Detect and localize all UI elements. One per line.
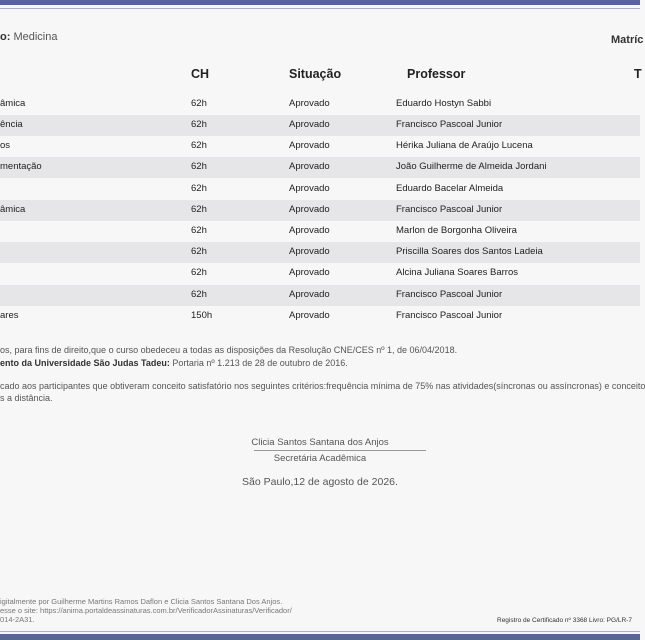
- status: Aprovado: [289, 204, 330, 215]
- status: Aprovado: [289, 246, 330, 257]
- bottom-border: [0, 634, 640, 640]
- status: Aprovado: [289, 140, 330, 151]
- discipline-name: âmica: [0, 98, 26, 109]
- professor-name: Francisco Pascoal Junior: [396, 119, 503, 130]
- workload: 62h: [191, 267, 207, 278]
- workload: 62h: [191, 140, 207, 151]
- professor-name: Francisco Pascoal Junior: [396, 289, 503, 300]
- note-criteria: cado aos participantes que obtiveram conceito satisfatório nos seguintes critérios:frequência mínima de 75% nas atividades(síncronas ou assíncronas) e conceito: [0, 381, 645, 391]
- workload: 62h: [191, 246, 207, 257]
- workload: 150h: [191, 310, 213, 321]
- note-resolution: os, para fins de direito,que o curso obedeceu a todas as disposições da Resolução CNE/CES nº 1, de 06/04/2018.: [0, 345, 458, 355]
- workload: 62h: [191, 225, 207, 236]
- footer-verify-url[interactable]: esse o site: https://anima.portaldeassinaturas.com.br/VerificadorAssinaturas/Verificador/: [0, 606, 292, 615]
- note-distance: s a distância.: [0, 393, 53, 403]
- table-row: [0, 242, 640, 263]
- workload: 62h: [191, 161, 207, 172]
- signatory-name: Clicia Santos Santana dos Anjos: [251, 437, 389, 448]
- place-date: São Paulo,12 de agosto de 2026.: [242, 476, 398, 488]
- professor-name: Priscilla Soares dos Santos Ladeia: [396, 246, 543, 257]
- note-credential-text: Portaria nº 1.213 de 28 de outubro de 2016.: [169, 358, 348, 368]
- status: Aprovado: [289, 267, 330, 278]
- workload: 62h: [191, 119, 207, 130]
- professor-name: Francisco Pascoal Junior: [396, 310, 503, 321]
- status: Aprovado: [289, 310, 330, 321]
- workload: 62h: [191, 183, 207, 194]
- course-label: o:: [0, 31, 11, 43]
- status: Aprovado: [289, 119, 330, 130]
- workload: 62h: [191, 98, 207, 109]
- signature-line: [254, 450, 426, 451]
- discipline-name: âmica: [0, 204, 26, 215]
- discipline-name: ares: [0, 310, 19, 321]
- footer-signed-by: igitalmente por Guilherme Martins Ramos Daflon e Clicia Santos Santana Dos Anjos.: [0, 597, 283, 606]
- top-border: [0, 0, 640, 5]
- workload: 62h: [191, 289, 207, 300]
- table-row: [0, 136, 640, 157]
- table-row: [0, 263, 640, 284]
- table-row: [0, 115, 640, 136]
- status: Aprovado: [289, 225, 330, 236]
- professor-name: Marlon de Borgonha Oliveira: [396, 225, 517, 236]
- professor-name: Hérika Juliana de Araújo Lucena: [396, 140, 533, 151]
- signatory-role: Secretária Acadêmica: [273, 453, 367, 464]
- table-row: [0, 285, 640, 306]
- table-row: [0, 157, 640, 178]
- discipline-name: mentação: [0, 161, 42, 172]
- status: Aprovado: [289, 289, 330, 300]
- enrollment-label: Matríc: [611, 34, 644, 46]
- col-header-situacao: Situação: [289, 67, 342, 81]
- professor-name: Eduardo Bacelar Almeida: [396, 183, 504, 194]
- course-field: [0, 31, 57, 43]
- table-row: [0, 179, 640, 200]
- status: Aprovado: [289, 98, 330, 109]
- status: Aprovado: [289, 161, 330, 172]
- table-row: [0, 306, 640, 327]
- discipline-name: ência: [0, 119, 23, 130]
- professor-name: Alcina Juliana Soares Barros: [396, 267, 518, 278]
- note-credential-bold: ento da Universidade São Judas Tadeu:: [0, 358, 170, 368]
- bottom-border-line: [0, 631, 640, 632]
- professor-name: João Guilherme de Almeida Jordani: [396, 161, 547, 172]
- footer-code: 014-2A31.: [0, 615, 35, 624]
- course-value: Medicina: [13, 31, 58, 43]
- professor-name: Francisco Pascoal Junior: [396, 204, 503, 215]
- table-row: [0, 221, 640, 242]
- col-header-ch: CH: [191, 67, 210, 81]
- top-border-line: [0, 8, 640, 9]
- col-header-cut: T: [634, 67, 642, 81]
- col-header-professor: Professor: [407, 67, 466, 81]
- discipline-name: os: [0, 140, 11, 151]
- note-credential: [0, 358, 348, 368]
- professor-name: Eduardo Hostyn Sabbi: [396, 98, 492, 109]
- table-row: [0, 200, 640, 221]
- status: Aprovado: [289, 183, 330, 194]
- certificate-registry: Registro de Certificado nº 3368 Livro: PG/LR-7: [497, 617, 632, 624]
- workload: 62h: [191, 204, 207, 215]
- table-row: [0, 94, 640, 115]
